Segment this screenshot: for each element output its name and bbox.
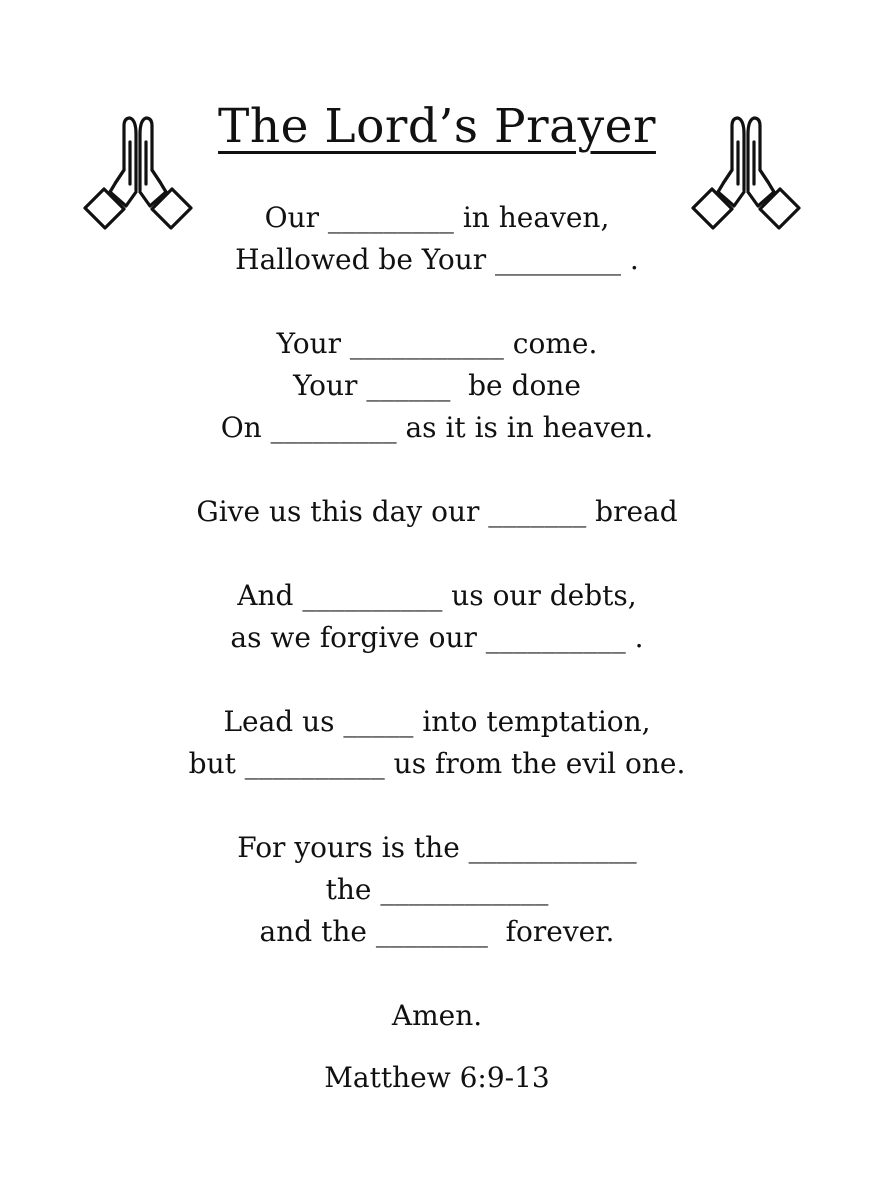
prayer-line: Your ___________ come. [276,327,598,360]
prayer-line: the ____________ [325,873,549,906]
prayer-line: but __________ us from the evil one. [188,747,686,780]
prayer-line: as we forgive our __________ . [230,621,644,654]
prayer-line: Lead us _____ into temptation, [223,705,651,738]
prayer-line: Your ______ be done [293,369,581,402]
prayer-line: and the ________ forever. [259,915,615,948]
scripture-citation: Matthew 6:9-13 [324,1061,550,1094]
page-title: The Lord’s Prayer [218,99,656,154]
prayer-line: On _________ as it is in heaven. [220,411,654,444]
prayer-line: Our _________ in heaven, [264,201,610,234]
prayer-line: Hallowed be Your _________ . [235,243,639,276]
prayer-line: For yours is the ____________ [237,831,637,864]
prayer-line: Give us this day our _______ bread [196,495,678,528]
amen-line: Amen. [391,999,483,1032]
prayer-line: And __________ us our debts, [237,579,637,612]
